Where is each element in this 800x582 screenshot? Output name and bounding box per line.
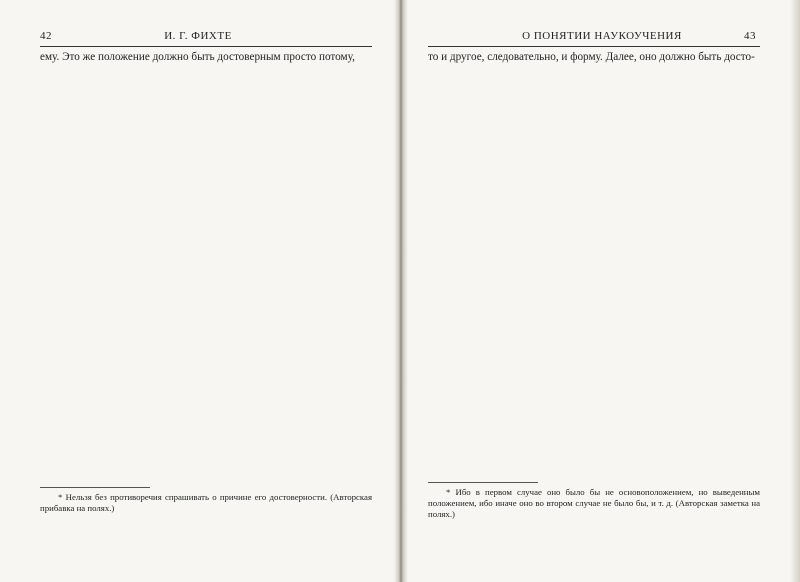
footnote-rule-right	[428, 482, 538, 483]
left-page	[0, 0, 396, 582]
header-rule-right	[428, 46, 760, 47]
page-number-right: 43	[744, 30, 756, 42]
footnote-right: * Ибо в первом случае оно было бы не основоположением, но выведенным положением, ибо иначе оно во втором случае не было бы, и т. д. (Авторская заметка на полях.)	[428, 487, 760, 519]
footnote-rule-left	[40, 487, 150, 488]
paragraph: ему. Это же положение должно быть достоверным просто потому,	[40, 51, 355, 63]
page-edge	[790, 0, 800, 582]
body-text-left	[40, 50, 372, 65]
footnote-left: * Нельзя без противоречия спрашивать о причине его достоверности. (Авторская прибавка на полях.)	[40, 492, 372, 513]
paragraph: то и другое, следовательно, и форму. Далее, оно должно быть досто-	[428, 51, 755, 63]
body-text-right	[428, 50, 760, 65]
book-gutter	[394, 0, 408, 582]
right-page	[404, 0, 800, 582]
running-head-left: И. Г. ФИХТЕ	[164, 30, 232, 42]
running-head-right: О ПОНЯТИИ НАУКОУЧЕНИЯ	[522, 30, 682, 42]
page-number-left: 42	[40, 30, 52, 42]
header-rule-left	[40, 46, 372, 47]
